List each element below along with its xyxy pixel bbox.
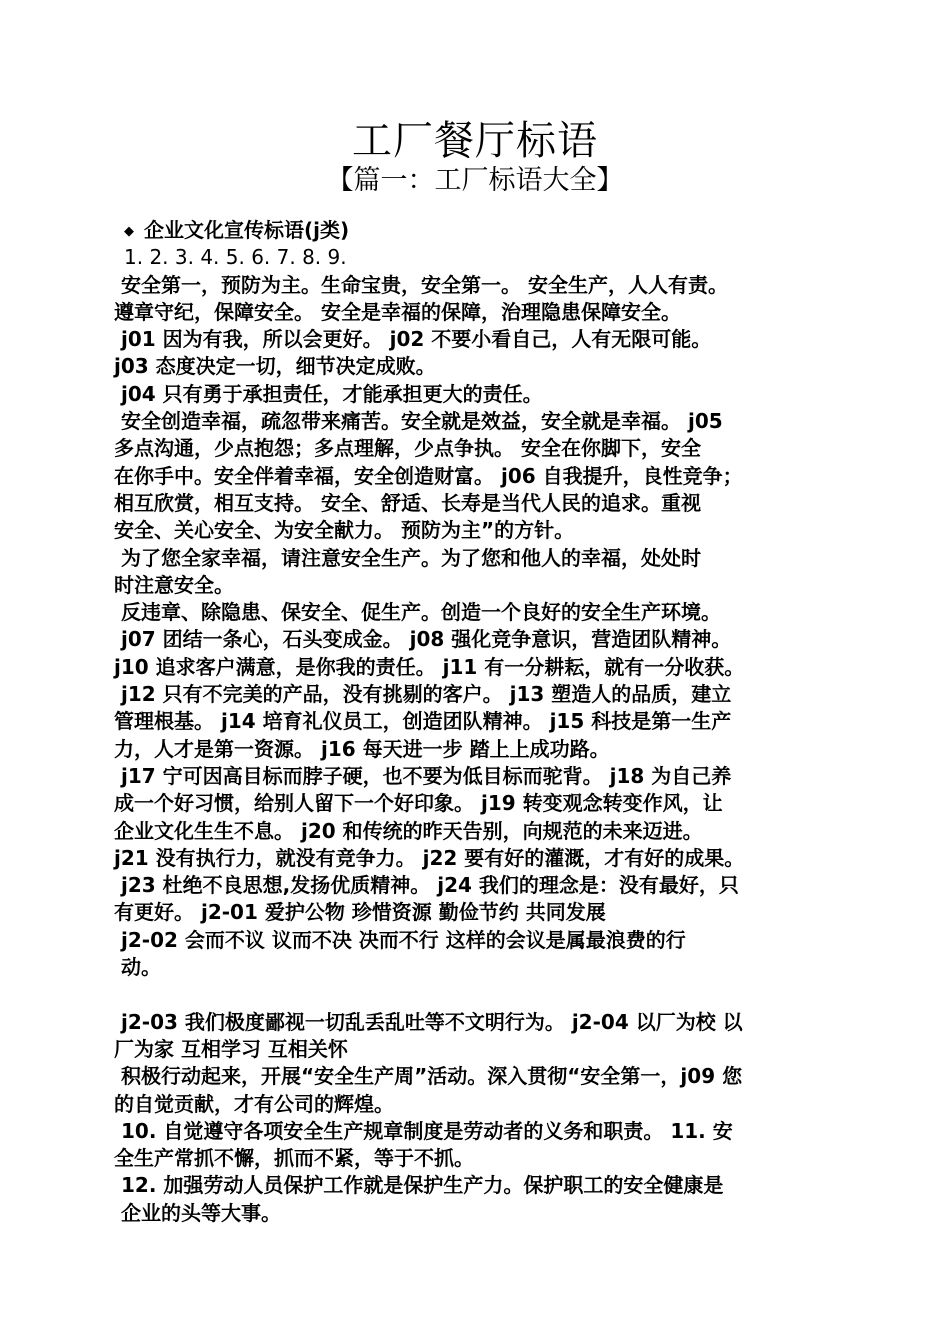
text-line: j2-03 我们极度鄙视一切乱丢乱吐等不文明行为。 j2-04 以厂为校 以 xyxy=(121,1009,743,1034)
text-line: j2-02 会而不议 议而不决 决而不行 这样的会议是属最浪费的行 xyxy=(121,927,686,952)
text-line: 厂为家 互相学习 互相关怀 xyxy=(114,1036,348,1061)
diamond-bullet-icon: ◆ xyxy=(124,224,134,239)
document-subtitle: 【篇一：工厂标语大全】 xyxy=(326,165,624,196)
text-line: 反违章、除隐患、保安全、促生产。创造一个良好的安全生产环境。 xyxy=(121,600,721,625)
text-line: 时注意安全。 xyxy=(114,572,234,597)
text-line: 12. 加强劳动人员保护工作就是保护生产力。保护职工的安全健康是 xyxy=(121,1173,724,1198)
text-line: 有更好。 j2-01 爱护公物 珍惜资源 勤俭节约 共同发展 xyxy=(114,900,606,925)
text-line: j07 团结一条心，石头变成金。 j08 强化竞争意识，营造团队精神。 xyxy=(121,627,732,652)
text-line: j21 没有执行力，就没有竞争力。 j22 要有好的灌溉，才有好的成果。 xyxy=(114,845,745,870)
text-line: 安全、关心安全、为安全献力。 预防为主”的方针。 xyxy=(114,518,575,543)
text-line: j10 追求客户满意，是你我的责任。 j11 有一分耕耘，就有一分收获。 xyxy=(114,654,745,679)
text-line: 1. 2. 3. 4. 5. 6. 7. 8. 9. xyxy=(124,245,347,270)
document-title: 工厂餐厅标语 xyxy=(352,118,598,164)
text-line: j12 只有不完美的产品，没有挑剔的客户。 j13 塑造人的品质，建立 xyxy=(121,682,732,707)
text-line: 管理根基。 j14 培育礼仪员工，创造团队精神。 j15 科技是第一生产 xyxy=(114,709,732,734)
document-body xyxy=(114,217,844,1227)
text-line: j17 宁可因高目标而脖子硬，也不要为低目标而驼背。 j18 为自己养 xyxy=(121,763,732,788)
text-line: 成一个好习惯，给别人留下一个好印象。 j19 转变观念转变作风，让 xyxy=(114,791,723,816)
text-line: 力，人才是第一资源。 j16 每天进一步 踏上上成功路。 xyxy=(114,736,610,761)
text-line: j23 杜绝不良思想,发扬优质精神。 j24 我们的理念是：没有最好，只 xyxy=(121,873,739,898)
text-line: 遵章守纪，保障安全。 安全是幸福的保障，治理隐患保障安全。 xyxy=(114,299,681,324)
text-line: 安全第一，预防为主。生命宝贵，安全第一。 安全生产，人人有责。 xyxy=(121,272,728,297)
text-line: 动。 xyxy=(121,955,161,980)
text-line: 在你手中。安全伴着幸福，安全创造财富。 j06 自我提升，良性竞争； xyxy=(114,463,743,488)
text-line: j04 只有勇于承担责任，才能承担更大的责任。 xyxy=(121,381,543,406)
blank-line xyxy=(114,981,844,1008)
text-line: j01 因为有我，所以会更好。 j02 不要小看自己，人有无限可能。 xyxy=(121,327,712,352)
text-line: 相互欣赏，相互支持。 安全、舒适、长寿是当代人民的追求。重视 xyxy=(114,490,701,515)
text-line: 安全创造幸福，疏忽带来痛苦。安全就是效益，安全就是幸福。 j05 xyxy=(121,409,723,434)
text-line: 多点沟通，少点抱怨；多点理解，少点争执。 安全在你脚下，安全 xyxy=(114,436,701,461)
text-line: 积极行动起来，开展“安全生产周”活动。深入贯彻“安全第一，j09 您 xyxy=(121,1064,743,1089)
text-line: 10. 自觉遵守各项安全生产规章制度是劳动者的义务和职责。 11. 安 xyxy=(121,1118,733,1143)
section-heading-text: 企业文化宣传标语(j类) xyxy=(144,218,350,242)
text-line: 为了您全家幸福，请注意安全生产。为了您和他人的幸福，处处时 xyxy=(121,545,701,570)
text-line: j03 态度决定一切，细节决定成败。 xyxy=(114,354,436,379)
text-line: 企业的头等大事。 xyxy=(121,1200,281,1225)
section-heading xyxy=(114,217,844,244)
text-line: 的自觉贡献，才有公司的辉煌。 xyxy=(114,1091,394,1116)
text-line: 全生产常抓不懈，抓而不紧，等于不抓。 xyxy=(114,1146,474,1171)
text-line: 企业文化生生不息。 j20 和传统的昨天告别，向规范的未来迈进。 xyxy=(114,818,703,843)
